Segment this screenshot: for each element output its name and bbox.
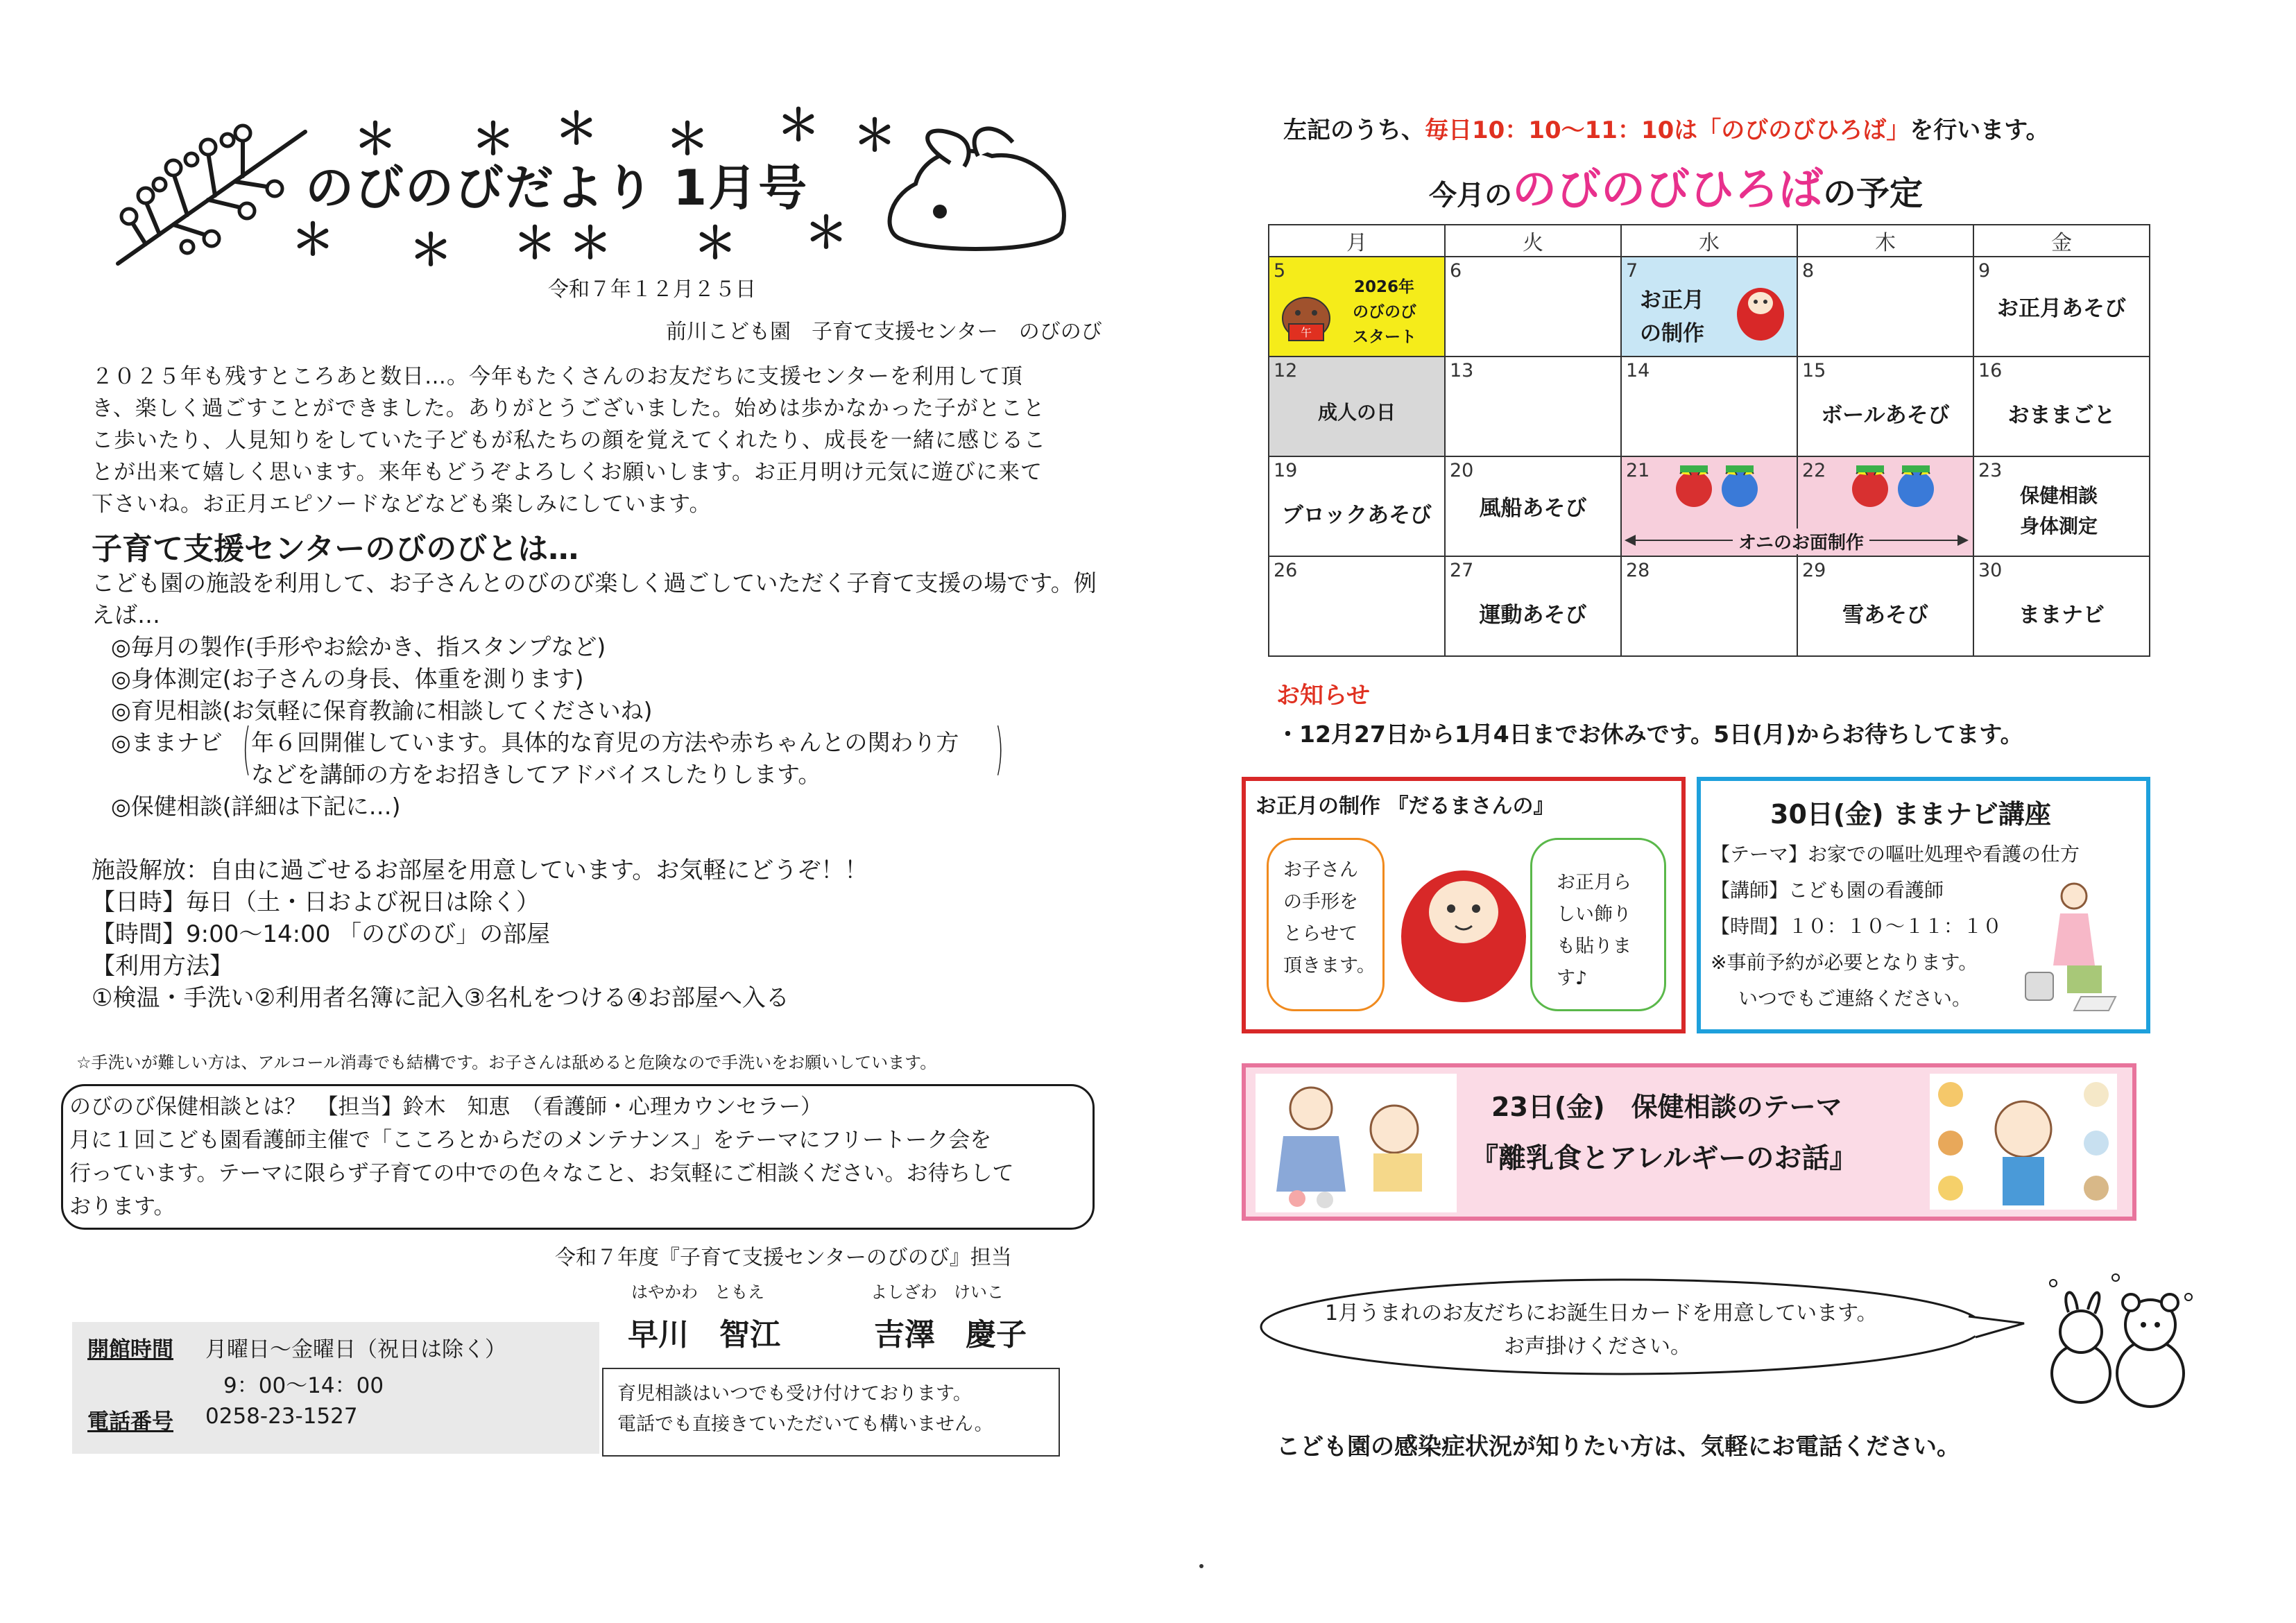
bubble-text: しい飾り (1557, 904, 1631, 925)
day-number: 6 (1450, 260, 1462, 282)
star-decoration: ＊ (354, 114, 397, 164)
calendar-week-row (1269, 556, 2150, 656)
facility-line: 【日時】毎日（土・日および祝日は除く） (92, 888, 540, 916)
day-number: 23 (1978, 460, 2003, 481)
event-label: 風船あそび (1479, 496, 1587, 521)
snowman-illustration (2039, 1269, 2199, 1415)
day-number: 5 (1274, 260, 1286, 282)
calendar-cell (1973, 357, 2150, 456)
reception-line: 電話でも直接きていただいても構いません。 (617, 1414, 993, 1435)
rabbit-illustration (874, 114, 1082, 260)
hiroba-line (1283, 111, 2050, 145)
birthday-line: お声掛けください。 (1504, 1334, 1691, 1359)
plan-prefix: 今月の (1429, 180, 1512, 212)
phone-label: 電話番号 (87, 1409, 173, 1434)
day-number: 26 (1274, 560, 1298, 581)
health-theme: 『離乳食とアレルギーのお話』 (1471, 1142, 1858, 1174)
mamanavi-note: いつでもご連絡ください。 (1738, 987, 1972, 1010)
staff-name: 吉澤 慶子 (874, 1317, 1027, 1352)
event-label: 身体測定 (2020, 515, 2098, 538)
star-decoration: ＊ (694, 218, 737, 268)
day-number: 7 (1626, 260, 1638, 282)
day-number: 19 (1274, 460, 1298, 481)
calendar-cell (1445, 357, 1621, 456)
calendar-cell (1621, 357, 1797, 456)
notice-text: ・12月27日から1月4日までお休みです。5日(月)からお待ちしてます。 (1276, 721, 2023, 748)
weekday-header: 月 (1269, 225, 1445, 257)
weekday-header: 金 (1973, 225, 2150, 257)
star-decoration: ＊ (291, 214, 335, 265)
bubble-text: の手形を (1283, 891, 1358, 913)
weekday-header: 水 (1621, 225, 1797, 257)
bubble-text: お子さん (1283, 859, 1358, 881)
calendar-cell (1797, 556, 1973, 656)
about-item: ◎ままナビ (111, 729, 223, 756)
day-number: 20 (1450, 460, 1474, 481)
day-number: 12 (1274, 360, 1298, 381)
start-label: スタート (1353, 328, 1416, 346)
hiroba-prefix: 左記のうち、 (1283, 117, 1425, 144)
weekday-header: 火 (1445, 225, 1621, 257)
event-label: の制作 (1640, 321, 1704, 346)
calendar-cell (1269, 257, 1445, 357)
mamanavi-time: 【時間】１０：１０～１１：１０ (1711, 915, 2003, 938)
day-number: 9 (1978, 260, 1991, 282)
event-label: ブロックあそび (1281, 503, 1432, 528)
oni-label: オニのお面制作 (1733, 529, 1869, 554)
day-number: 14 (1626, 360, 1650, 381)
calendar-cell (1797, 357, 1973, 456)
calendar-cell (1445, 257, 1621, 357)
notice-label: お知らせ (1276, 682, 1370, 710)
day-number: 27 (1450, 560, 1474, 581)
intro-line: 下さいね。お正月エピソードなどなども楽しみにしています。 (92, 492, 712, 517)
event-label: 運動あそび (1479, 603, 1587, 628)
day-number: 15 (1802, 360, 1826, 381)
allergy-illustration (1930, 1074, 2117, 1210)
event-label: ボールあそび (1821, 403, 1950, 428)
about-heading: 子育て支援センターのびのびとは… (92, 531, 579, 567)
mamanavi-theme: 【テーマ】お家での嘔吐処理や看護の仕方 (1711, 843, 2080, 866)
day-number: 16 (1978, 360, 2003, 381)
day-number: 21 (1626, 460, 1650, 481)
bubble-text: お正月ら (1557, 872, 1631, 893)
star-decoration: ＊ (513, 218, 557, 268)
issue-date: 令和７年１２月２５日 (548, 277, 756, 302)
star-decoration: ＊ (569, 218, 612, 268)
day-number: 8 (1802, 260, 1815, 282)
event-label: 成人の日 (1317, 401, 1396, 424)
bubble-text: とらせて (1283, 923, 1358, 945)
calendar-header-row (1269, 225, 2150, 257)
about-item-detail: などを講師の方をお招きしてアドバイスしたりします。 (251, 761, 821, 788)
daruma-box-title: お正月の制作 『だるまさんの』 (1256, 794, 1554, 818)
phone-number: 0258-23-1527 (205, 1404, 358, 1429)
facility-line: 【利用方法】 (92, 952, 233, 980)
day-number: 30 (1978, 560, 2003, 581)
calendar-cell (1269, 357, 1445, 456)
consult-line: のびのび保健相談とは？ 【担当】鈴木 知恵 （看護師・心理カウンセラー） (69, 1094, 822, 1119)
feeding-illustration (1256, 1074, 1457, 1212)
schedule-calendar (1268, 224, 2150, 657)
star-decoration: ＊ (472, 114, 515, 164)
event-label: ままナビ (2019, 603, 2105, 628)
event-label: お正月 (1640, 288, 1704, 313)
star-decoration: ＊ (777, 100, 821, 151)
weekday-header: 木 (1797, 225, 1973, 257)
calendar-week-row (1269, 257, 2150, 357)
day-number: 28 (1626, 560, 1650, 581)
horse-icon (1275, 285, 1337, 347)
consult-line: おります。 (69, 1194, 175, 1219)
event-label: お正月あそび (1997, 296, 2126, 321)
bubble-text: 頂きます。 (1283, 955, 1376, 977)
about-desc: こども園の施設を利用して、お子さんとのびのび楽しく過ごしていただく子育て支援の場です。例 (92, 569, 1097, 596)
branch-illustration (104, 118, 312, 277)
publisher-name: 前川こども園 子育て支援センター のびのび (666, 320, 1102, 344)
start-label: 2026年 (1354, 278, 1415, 296)
mamanavi-title: 30日(金) ままナビ講座 (1770, 799, 2051, 830)
star-decoration: ＊ (805, 207, 848, 258)
calendar-cell (1973, 556, 2150, 656)
about-item: ◎身体測定(お子さんの身長、体重を測ります) (111, 665, 584, 692)
birthday-line: 1月うまれのお友だちにお誕生日カードを用意しています。 (1325, 1301, 1878, 1325)
daruma-icon (1733, 274, 1788, 343)
event-label: 保健相談 (2020, 484, 2098, 507)
staff-ruby: はやかわ ともえ (631, 1282, 764, 1302)
staff-name: 早川 智江 (628, 1317, 780, 1352)
hours-days: 月曜日～金曜日（祝日は除く） (205, 1337, 506, 1362)
oni-mask-icon (1847, 465, 1944, 510)
about-item: ◎毎月の製作(手形やお絵かき、指スタンプなど) (111, 633, 606, 660)
plan-title: のびのびひろば (1512, 164, 1823, 216)
paren-left: ( (242, 716, 251, 781)
plan-heading (1429, 154, 1923, 218)
calendar-cell (1445, 556, 1621, 656)
mamanavi-lecturer: 【講師】こども園の看護師 (1711, 879, 1944, 902)
star-decoration: ＊ (666, 114, 710, 164)
staff-ruby: よしざわ けいこ (871, 1282, 1004, 1302)
facility-line: ①検温・手洗い②利用者名簿に記入③名札をつける④お部屋へ入る (92, 984, 789, 1012)
event-label: 雪あそび (1842, 603, 1928, 628)
calendar-cell (1269, 456, 1445, 556)
bubble-text: も貼りま (1557, 936, 1631, 957)
oni-mask-icon (1670, 465, 1767, 510)
day-number: 22 (1802, 460, 1826, 481)
about-item: ◎育児相談(お気軽に保育教諭に相談してくださいね) (111, 697, 653, 724)
event-label: おままごと (2007, 403, 2116, 428)
calendar-cell (1973, 257, 2150, 357)
intro-line: こ歩いたり、人見知りをしていた子どもが私たちの顔を覚えてくれたり、成長を一緒に感じるこ (92, 428, 1046, 453)
footer-text: こども園の感染症状況が知りたい方は、気軽にお電話ください。 (1276, 1433, 1960, 1461)
intro-line: き、楽しく過ごすことができました。ありがとうございました。始めは歩かなかった子がとこと (92, 396, 1045, 421)
hours-time: 9：00～14：00 (223, 1373, 384, 1398)
about-item-detail: 年６回開催しています。具体的な育児の方法や赤ちゃんとの関わり方 (251, 729, 959, 756)
day-number: 29 (1802, 560, 1826, 581)
calendar-week-row (1269, 357, 2150, 456)
calendar-cell (1973, 456, 2150, 556)
reception-line: 育児相談はいつでも受け付けております。 (617, 1383, 972, 1405)
staff-caption: 令和７年度『子育て支援センターのびのび』担当 (555, 1246, 1012, 1270)
hours-label: 開館時間 (87, 1337, 173, 1362)
caregiver-illustration (2019, 875, 2123, 1014)
star-decoration: ＊ (853, 110, 897, 161)
calendar-cell (1445, 456, 1621, 556)
star-decoration: ＊ (555, 103, 599, 154)
hiroba-time: 毎日10：10～11：10は「のびのびひろば」 (1425, 117, 1910, 144)
health-title: 23日(金) 保健相談のテーマ (1491, 1092, 1842, 1122)
calendar-cell (1797, 257, 1973, 357)
svg-text:午: 午 (1300, 326, 1312, 339)
about-item: ◎保健相談(詳細は下記に…) (111, 793, 401, 820)
consult-line: 行っています。テーマに限らず子育ての中での色々なこと、お気軽にご相談ください。お待ちして (69, 1161, 1014, 1186)
handwash-note: ☆手洗いが難しい方は、アルコール消毒でも結構です。お子さんは舐めると危険なので手洗いをお願いしています。 (76, 1053, 937, 1072)
mamanavi-note: ※事前予約が必要となります。 (1711, 951, 1978, 974)
paren-right: ) (995, 716, 1004, 781)
consult-line: 月に１回こども園看護師主催で「こころとからだのメンテナンス」をテーマにフリートーク会を (69, 1128, 992, 1153)
intro-line: とが出来て嬉しく思います。来年もどうぞよろしくお願いします。お正月明け元気に遊びに来て (92, 460, 1043, 485)
about-desc: えば… (92, 601, 160, 628)
facility-line: 【時間】9:00～14:00 「のびのび」の部屋 (92, 920, 551, 948)
daruma-illustration (1394, 846, 1533, 1006)
intro-line: ２０２５年も残すところあと数日…。今年もたくさんのお友だちに支援センターを利用して頂 (92, 364, 1023, 389)
facility-line: 施設解放：自由に過ごせるお部屋を用意しています。お気軽にどうぞ！！ (92, 857, 868, 884)
bubble-text: す♪ (1557, 968, 1588, 989)
calendar-cell (1269, 556, 1445, 656)
calendar-cell (1621, 556, 1797, 656)
dot-mark (1199, 1564, 1203, 1568)
newsletter-title: のびのびだより 1月号 (305, 160, 809, 216)
plan-suffix: の予定 (1823, 174, 1924, 213)
day-number: 13 (1450, 360, 1474, 381)
star-decoration: ＊ (409, 225, 453, 275)
hiroba-suffix: を行います。 (1910, 117, 2050, 144)
start-label: のびのび (1353, 303, 1416, 321)
calendar-cell (1621, 257, 1797, 357)
